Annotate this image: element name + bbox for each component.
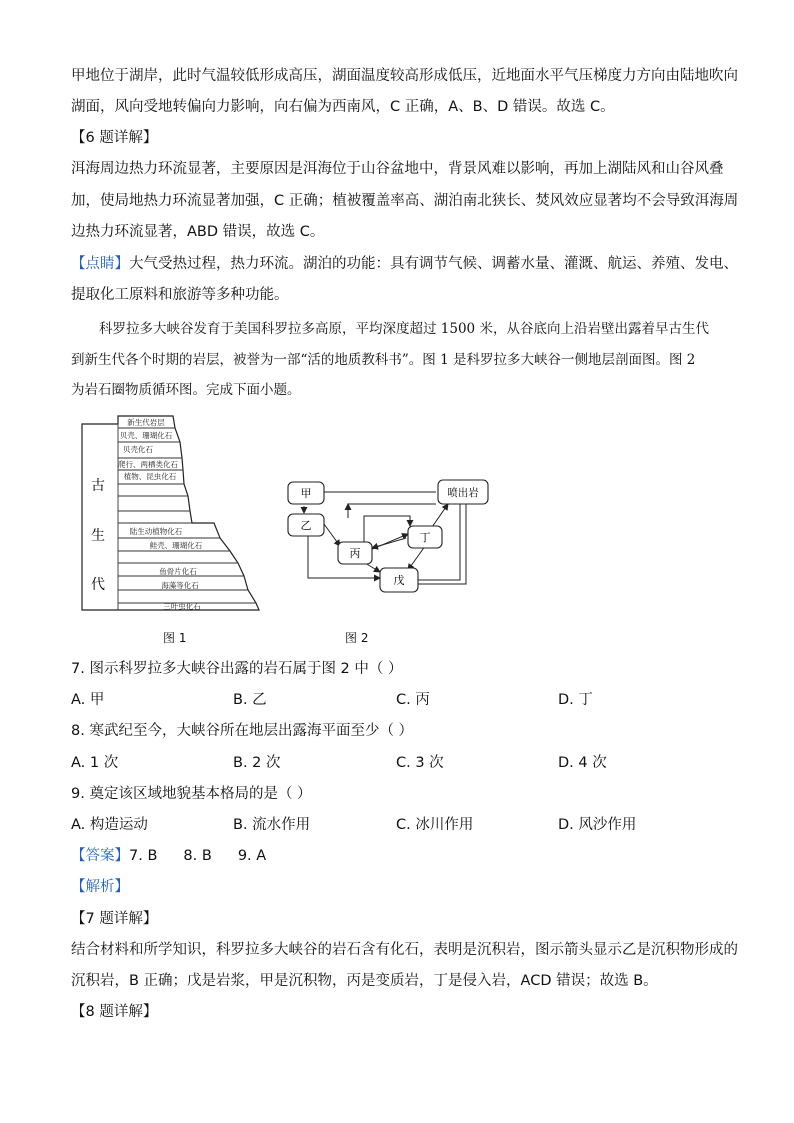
q7-option-a: A. 甲 (71, 692, 105, 708)
tips-line1-text: 大气受热过程，热力环流。湖泊的功能：具有调节气候、调蓄水量、灌溉、航运、养殖、发电、 (129, 256, 738, 272)
figure2-caption: 图 2 (345, 631, 369, 645)
q9-stem: 9. 奠定该区域地貌基本格局的是（ ） (71, 786, 312, 802)
q8-heading: 【8 题详解】 (71, 1004, 158, 1020)
q6-line2: 加，使局地热力环流显著加强，C 正确；植被覆盖率高、湖泊南北狭长、焚风效应显著均不会导致洱海周 (71, 193, 739, 209)
q7-option-b: B. 乙 (233, 692, 267, 708)
rock-node-penchu-label: 喷出岩 (447, 487, 479, 499)
q7-option-d: D. 丁 (558, 692, 593, 708)
material-line1: 科罗拉多大峡谷发育于美国科罗拉多高原，平均深度超过 1500 米，从谷底向上沿岩壁出露着早古生代 (99, 321, 709, 337)
rock-node-yi-label: 乙 (300, 519, 312, 532)
q5-explain-line1: 甲地位于湖岸，此时气温较低形成高压，湖面温度较高形成低压，近地面水平气压梯度力方向由陆地吹向 (71, 68, 738, 84)
answer-label: 【答案】 (71, 848, 129, 864)
q5-explain-line2: 湖面，风向受地转偏向力影响，向右偏为西南风，C 正确，A、B、D 错误。故选 C。 (71, 99, 615, 115)
era-char-1: 古 (91, 478, 105, 494)
tips-label: 【点睛】 (71, 256, 129, 272)
q7-stem: 7. 图示科罗拉多大峡谷出露的岩石属于图 2 中（ ） (71, 661, 403, 677)
answer-value: 9. A (237, 848, 267, 864)
q8-option-c: C. 3 次 (396, 755, 444, 771)
q8-option-a: A. 1 次 (71, 755, 119, 771)
q9-option-d: D. 风沙作用 (558, 817, 637, 833)
figure1-caption: 图 1 (163, 631, 187, 645)
q7-option-c: C. 丙 (396, 692, 430, 708)
layer-label: 三叶虫化石 (163, 602, 201, 611)
q6-line3: 边热力环流显著，ABD 错误，故选 C。 (71, 224, 325, 240)
layer-label: 爬行、两栖类化石 (118, 460, 178, 469)
q8-option-b: B. 2 次 (233, 755, 281, 771)
era-char-2: 生 (91, 528, 105, 544)
layer-label: 鲑壳、珊瑚化石 (149, 541, 203, 550)
q8-stem: 8. 寒武纪至今，大峡谷所在地层出露海平面至少（ ） (71, 723, 414, 739)
tips-line1 (71, 254, 738, 274)
q9-option-b: B. 流水作用 (233, 817, 311, 833)
answer-line (71, 846, 266, 866)
layer-label: 鱼骨片化石 (159, 567, 197, 576)
layer-label: 植物、昆虫化石 (123, 472, 177, 481)
q6-line1: 洱海周边热力环流显著，主要原因是洱海位于山谷盆地中，背景风难以影响，再加上湖陆风和山谷风叠 (71, 161, 724, 177)
material-line2: 到新生代各个时期的岩层，被誉为一部“活的地质教科书”。图 1 是科罗拉多大峡谷一侧地层剖面图。图 2 (71, 352, 696, 368)
rock-node-wu-label: 戊 (393, 574, 405, 587)
material-line3: 为岩石圈物质循环图。完成下面小题。 (71, 382, 301, 398)
figure2-rock-cycle (280, 474, 502, 598)
layer-label: 贝壳化石 (123, 445, 153, 454)
answer-value: 7. B (129, 848, 158, 864)
era-char-3: 代 (91, 577, 105, 593)
layer-label: 陆生动植物化石 (129, 527, 183, 536)
q9-option-a: A. 构造运动 (71, 817, 148, 833)
layer-label: 贝壳、珊瑚化石 (119, 431, 173, 440)
q9-option-c: C. 冰川作用 (396, 817, 474, 833)
answer-value: 8. B (183, 848, 212, 864)
q6-heading: 【6 题详解】 (71, 130, 158, 146)
layer-label: 新生代岩层 (127, 418, 165, 427)
q7-line2: 沉积岩，B 正确；戊是岩浆，甲是沉积物，丙是变质岩，丁是侵入岩，ACD 错误；故选 B。 (71, 973, 658, 989)
rock-node-jia-label: 甲 (300, 487, 312, 500)
q7-heading: 【7 题详解】 (71, 911, 158, 927)
q8-option-d: D. 4 次 (558, 755, 607, 771)
analysis-label: 【解析】 (71, 879, 129, 895)
figure1-stratigraphic-section (76, 412, 266, 624)
rock-node-ding-label: 丁 (419, 531, 431, 544)
q7-line1: 结合材料和所学知识，科罗拉多大峡谷的岩石含有化石，表明是沉积岩，图示箭头显示乙是沉积物形成的 (71, 942, 738, 958)
layer-label: 海藻等化石 (161, 581, 199, 590)
tips-line2: 提取化工原料和旅游等多种功能。 (71, 287, 289, 303)
rock-node-bing-label: 丙 (349, 547, 361, 560)
